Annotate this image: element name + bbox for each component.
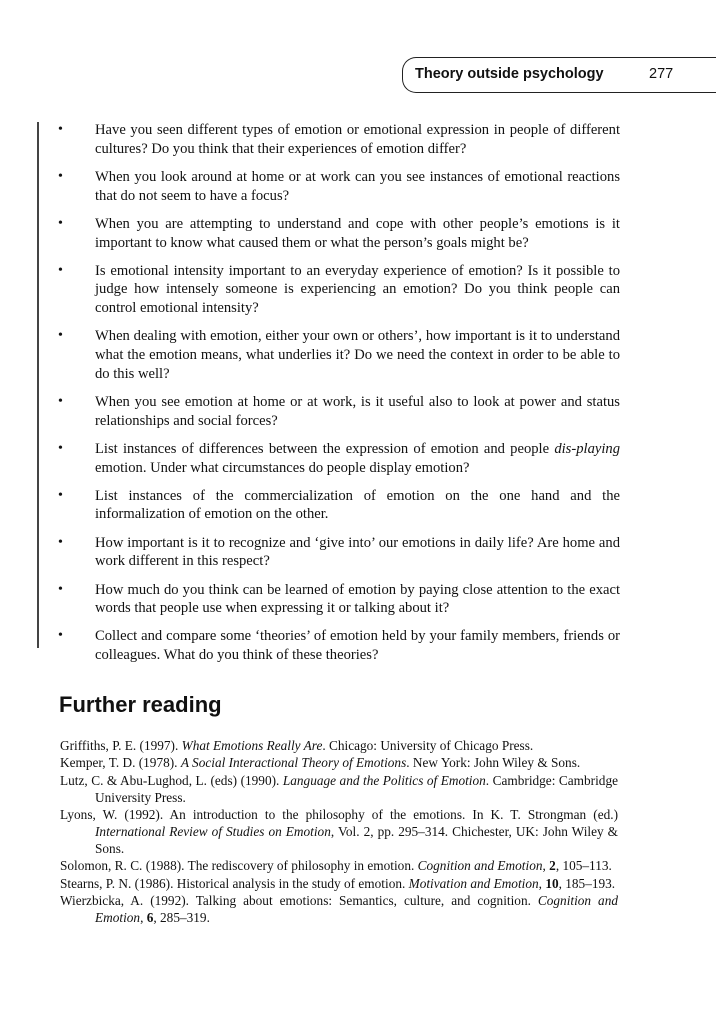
reference-pages: , 105–113. — [555, 858, 612, 874]
question-text — [95, 440, 620, 477]
question-text: Collect and compare some ‘theories’ of emotion held by your family members, friends or colleagues. What do you think of these theories? — [95, 628, 620, 664]
reference-authors: Lutz, C. & Abu-Lughod, L. (eds) (1990). — [60, 772, 283, 788]
bullet-icon: • — [58, 215, 63, 231]
reference-authors: Kemper, T. D. (1978). — [60, 755, 181, 771]
question-item — [58, 262, 620, 318]
reference-authors: Lyons, W. (1992). An introduction to the philosophy of the emotions. In K. T. Strongman (ed.) — [60, 807, 618, 823]
reference-pages: , 285–319. — [153, 910, 210, 926]
reference-authors: Griffiths, P. E. (1997). — [60, 738, 182, 753]
reference-title: International Review of Studies on Emotion — [95, 824, 331, 840]
question-text: When you see emotion at home or at work, is it useful also to look at power and status relationships and social forces? — [95, 393, 620, 429]
reference-volume: 6 — [146, 910, 154, 926]
question-text: How important is it to recognize and ‘give into’ our emotions in daily life? Are home and work different in this respect? — [95, 534, 620, 570]
reference-entry — [60, 738, 618, 755]
reference-list — [60, 738, 618, 927]
reference-entry — [60, 807, 618, 858]
question-text: Is emotional intensity important to an everyday experience of emotion? Is it possible to judge how intensely someone is experiencing an emotion? Do you think people can control emotional intensity? — [95, 262, 620, 317]
margin-rule — [37, 122, 39, 648]
question-text: When you look around at home or at work can you see instances of emotional reactions that do not seem to have a focus? — [95, 168, 620, 204]
question-item — [58, 581, 620, 618]
question-text: When you are attempting to understand and cope with other people’s emotions is it important to know what caused them or what the person’s goals might be? — [95, 215, 620, 251]
reference-authors: Wierzbicka, A. (1992). Talking about emotions: Semantics, culture, and cognition. — [60, 893, 538, 909]
reference-authors: Solomon, R. C. (1988). The rediscovery of philosophy in emotion. — [60, 858, 418, 874]
reference-volume: 2 — [549, 858, 556, 874]
question-text: Have you seen different types of emotion or emotional expression in people of different cultures? Do you think that their experiences of emotion differ? — [95, 122, 620, 157]
bullet-icon: • — [58, 168, 63, 184]
bullet-icon: • — [58, 393, 63, 409]
reference-volume: 10 — [545, 875, 559, 891]
reference-authors: Stearns, P. N. (1986). Historical analysis in the study of emotion. — [60, 875, 409, 891]
question-item — [58, 393, 620, 430]
bullet-icon: • — [58, 581, 63, 597]
question-text: When dealing with emotion, either your own or others’, how important is it to understand what the emotion means, what underlies it? Do we need the context in order to be able to do this well? — [95, 328, 620, 382]
bullet-icon: • — [58, 534, 63, 550]
page-number: 277 — [649, 66, 674, 82]
reference-title: Cognition and Emotion — [417, 858, 543, 874]
bullet-icon: • — [58, 628, 63, 644]
reference-title: Motivation and Emotion — [408, 875, 539, 891]
bullet-icon: • — [58, 122, 63, 137]
question-item — [58, 627, 620, 664]
bullet-icon: • — [58, 487, 63, 503]
reference-pages: , 185–193. — [558, 875, 616, 891]
question-item — [58, 168, 620, 205]
running-head-title: Theory outside psychology — [415, 66, 604, 82]
question-item — [58, 440, 620, 477]
reference-title: A Social Interactional Theory of Emotions — [180, 755, 407, 771]
bullet-icon: • — [58, 440, 63, 456]
discussion-questions-list — [58, 121, 620, 674]
reference-entry — [60, 876, 618, 893]
bullet-icon: • — [58, 262, 63, 278]
question-item — [58, 215, 620, 252]
question-text-italic: dis-playing — [554, 440, 620, 457]
reference-entry — [60, 773, 618, 807]
reference-details: , — [538, 875, 546, 891]
question-text-part: List instances of differences between the expression of emotion and people — [95, 440, 555, 457]
reference-details: . New York: John Wiley & Sons. — [406, 755, 581, 771]
reference-details: , — [140, 910, 147, 926]
question-item — [58, 534, 620, 571]
reference-title: Language and the Politics of Emotion — [282, 772, 486, 788]
reference-details: . Chicago: University of Chicago Press. — [322, 738, 534, 753]
reference-title: Cognition and Emotion — [95, 893, 619, 926]
question-item — [58, 327, 620, 383]
reference-entry — [60, 858, 618, 875]
running-head — [402, 57, 716, 93]
bullet-icon: • — [58, 328, 63, 344]
question-text: List instances of the commercialization of emotion on the one hand and the informalization of emotion on the other. — [95, 487, 620, 523]
question-text-part: emotion. Under what circumstances do people display emotion? — [95, 459, 470, 476]
reference-details: . Cambridge: Cambridge University Press. — [95, 772, 618, 805]
question-text: How much do you think can be learned of emotion by paying close attention to the exact words that people use when expressing it or talking about it? — [95, 581, 620, 617]
reference-details: , — [542, 858, 550, 874]
question-item — [58, 487, 620, 524]
reference-entry — [60, 755, 618, 772]
further-reading-heading: Further reading — [59, 692, 222, 717]
question-item — [58, 121, 620, 158]
reference-details: , Vol. 2, pp. 295–314. Chichester, UK: John Wiley & Sons. — [95, 824, 619, 856]
reference-title: What Emotions Really Are — [181, 738, 323, 753]
reference-entry — [60, 893, 618, 927]
